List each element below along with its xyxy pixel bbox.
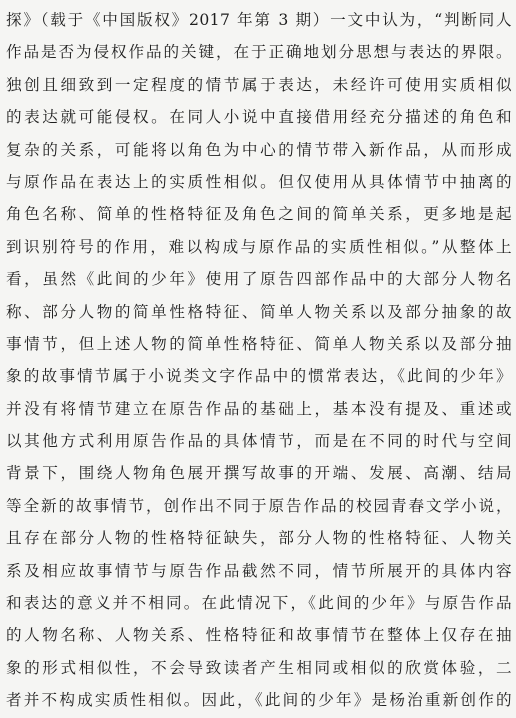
text-line: 作品是否为侵权作品的关键，在于正确地划分思想与表达的界限。 xyxy=(6,43,512,62)
text-line: 复杂的关系，可能将以角色为中心的情节带入新作品，从而形成 xyxy=(6,140,512,159)
text-line: 看，虽然《此间的少年》使用了原告四部作品中的大部分人物名 xyxy=(6,270,512,289)
text-line: 探》（载于《中国版权》2017 年第 3 期）一文中认为，“判断同人 xyxy=(6,11,512,29)
text-line: 到识别符号的作用，难以构成与原作品的实质性相似。”从整体上 xyxy=(6,237,512,256)
body-text xyxy=(6,4,512,717)
text-line: 并没有将情节建立在原告作品的基础上，基本没有提及、重述或 xyxy=(6,399,512,418)
text-line: 象的故事情节属于小说类文字作品中的惯常表达，《此间的少年》 xyxy=(6,367,512,386)
text-line: 的人物名称、人物关系、性格特征和故事情节在整体上仅存在抽 xyxy=(6,626,512,645)
text-line: 与原作品在表达上的实质性相似。但仅使用从具体情节中抽离的 xyxy=(6,172,512,191)
text-line: 独创且细致到一定程度的情节属于表达，未经许可使用实质相似 xyxy=(6,75,512,94)
text-line: 角色名称、简单的性格特征及角色之间的简单关系，更多地是起 xyxy=(6,205,512,224)
text-line: 称、部分人物的简单性格特征、简单人物关系以及部分抽象的故 xyxy=(6,302,512,321)
text-line: 以其他方式利用原告作品的具体情节，而是在不同的时代与空间 xyxy=(6,432,512,451)
text-line: 系及相应故事情节与原告作品截然不同，情节所展开的具体内容 xyxy=(6,561,512,580)
text-line: 者并不构成实质性相似。因此，《此间的少年》是杨治重新创作的 xyxy=(6,691,512,710)
text-line: 且存在部分人物的性格特征缺失，部分人物的性格特征、人物关 xyxy=(6,529,512,548)
text-line: 的表达就可能侵权。在同人小说中直接借用经充分描述的角色和 xyxy=(6,108,512,127)
text-line: 象的形式相似性，不会导致读者产生相同或相似的欣赏体验，二 xyxy=(6,658,512,677)
text-line: 和表达的意义并不相同。在此情况下，《此间的少年》与原告作品 xyxy=(6,594,512,613)
text-line: 事情节，但上述人物的简单性格特征、简单人物关系以及部分抽 xyxy=(6,334,512,353)
text-line: 背景下，围绕人物角色展开撰写故事的开端、发展、高潮、结局 xyxy=(6,464,512,483)
text-line: 等全新的故事情节，创作出不同于原告作品的校园青春文学小说， xyxy=(6,496,512,515)
